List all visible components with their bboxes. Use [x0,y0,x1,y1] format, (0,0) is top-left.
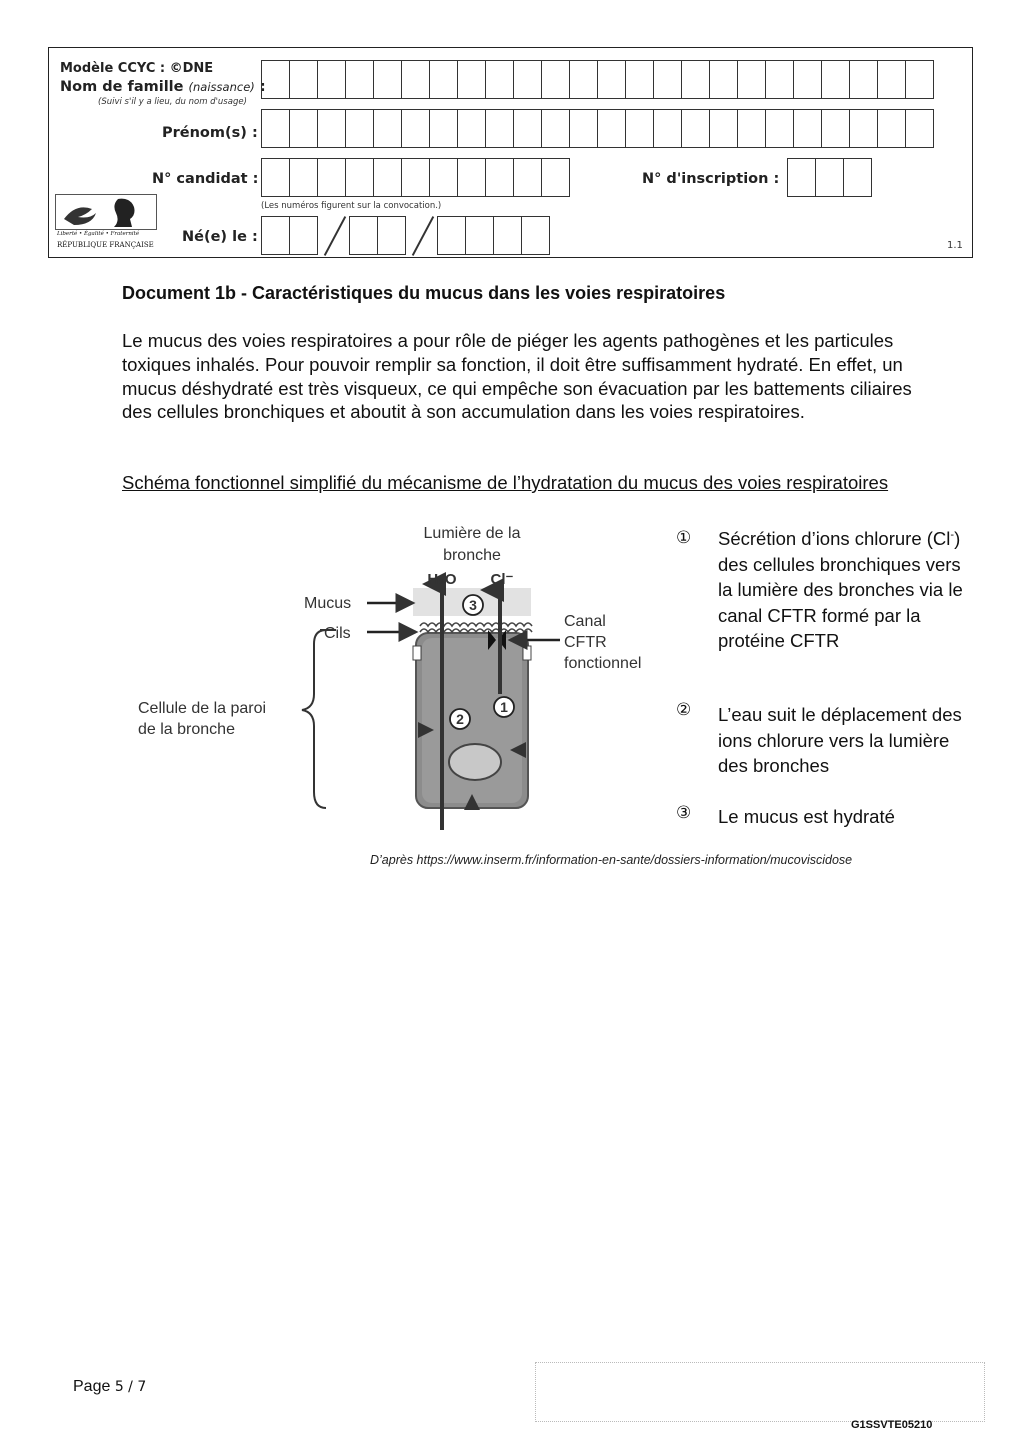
mucus-hydration-diagram [130,518,660,838]
legend-number-1: ① [676,528,692,548]
canal-label-line2: CFTR [564,634,607,651]
registration-number-label: N° d'inscription : [642,171,780,187]
logo-republic: RÉPUBLIQUE FRANÇAISE [57,241,154,249]
birth-day-boxes[interactable] [261,216,317,255]
cilia-label: Cils [324,625,351,642]
form-version: 1.1 [947,240,963,251]
step-1-number: 1 [500,699,508,715]
canal-label-line3: fonctionnel [564,655,642,672]
logo-motto: Liberté • Égalité • Fraternité [57,231,140,237]
subject-code: G1SSVTE05210 [851,1419,933,1431]
step-3-number: 3 [469,597,477,613]
birthdate-label: Né(e) le : [182,229,258,245]
chloride-label: Cl⁻ [490,571,514,588]
legend-number-2: ② [676,700,692,720]
schema-title: Schéma fonctionnel simplifié du mécanisme de l’hydratation du mucus des voies respiratoires [122,472,889,493]
cell-label-line1: Cellule de la paroi [138,700,267,717]
cilia [420,623,532,626]
lumen-label-line1: Lumière de la [423,525,521,542]
legend-text-1: Sécrétion d’ions chlorure (Cl-) des cellules bronchiques vers la lumière des bronches via le canal CFTR formé par la protéine CFTR [718,528,963,652]
marianne-emblem [55,194,157,230]
cell-bracket [302,630,326,808]
step-2-number: 2 [456,711,464,727]
candidate-number-boxes[interactable] [261,158,569,197]
legend-text-3: Le mucus est hydraté [718,806,895,827]
footer-frame [535,1362,985,1422]
cell-label-line2: de la bronche [138,721,235,738]
surname-subnote: (Suivi s'il y a lieu, du nom d'usage) [98,97,247,107]
republique-francaise-logo [55,194,159,254]
surname-boxes[interactable] [261,60,933,99]
birth-month-boxes[interactable] [349,216,405,255]
nucleus [449,744,501,780]
surname-label-text: Nom de famille [60,79,184,95]
mucus-label: Mucus [304,595,352,612]
candidate-number-label: N° candidat : [152,171,259,187]
firstname-boxes[interactable] [261,109,933,148]
h2o-label: H₂O [427,571,457,588]
legend-text-2: L’eau suit le déplacement des ions chlorure vers la lumière des bronches [718,704,962,776]
intro-paragraph: Le mucus des voies respiratoires a pour rôle de piéger les agents pathogènes et les particules toxiques inhalés. Pour pouvoir remplir sa fonction, il doit être suffisamment hydraté. En effet, un mucus déshydraté est très visqueux, ce qui empêche son évacuation par les battements ciliaires des cellules bronchiques et aboutit à son accumulation dans les voies respiratoires. [122,330,912,423]
legend-number-3: ③ [676,803,692,823]
surname-colon: : [254,79,266,95]
page-number: Page 5 / 7 [73,1378,147,1395]
birth-year-boxes[interactable] [437,216,549,255]
surname-note: (naissance) [188,80,255,94]
source-citation: D’après https://www.inserm.fr/information-en-sante/dossiers-information/mucoviscidose [370,853,853,867]
document-title: Document 1b - Caractéristiques du mucus dans les voies respiratoires [122,283,726,303]
numbers-note: (Les numéros figurent sur la convocation.) [261,201,442,211]
firstname-label: Prénom(s) : [162,125,258,141]
registration-number-boxes[interactable] [787,158,871,197]
model-label: Modèle CCYC : ©DNE [60,61,214,76]
surname-label [60,79,266,95]
canal-label-line1: Canal [564,613,606,630]
lumen-label-line2: bronche [443,547,501,564]
